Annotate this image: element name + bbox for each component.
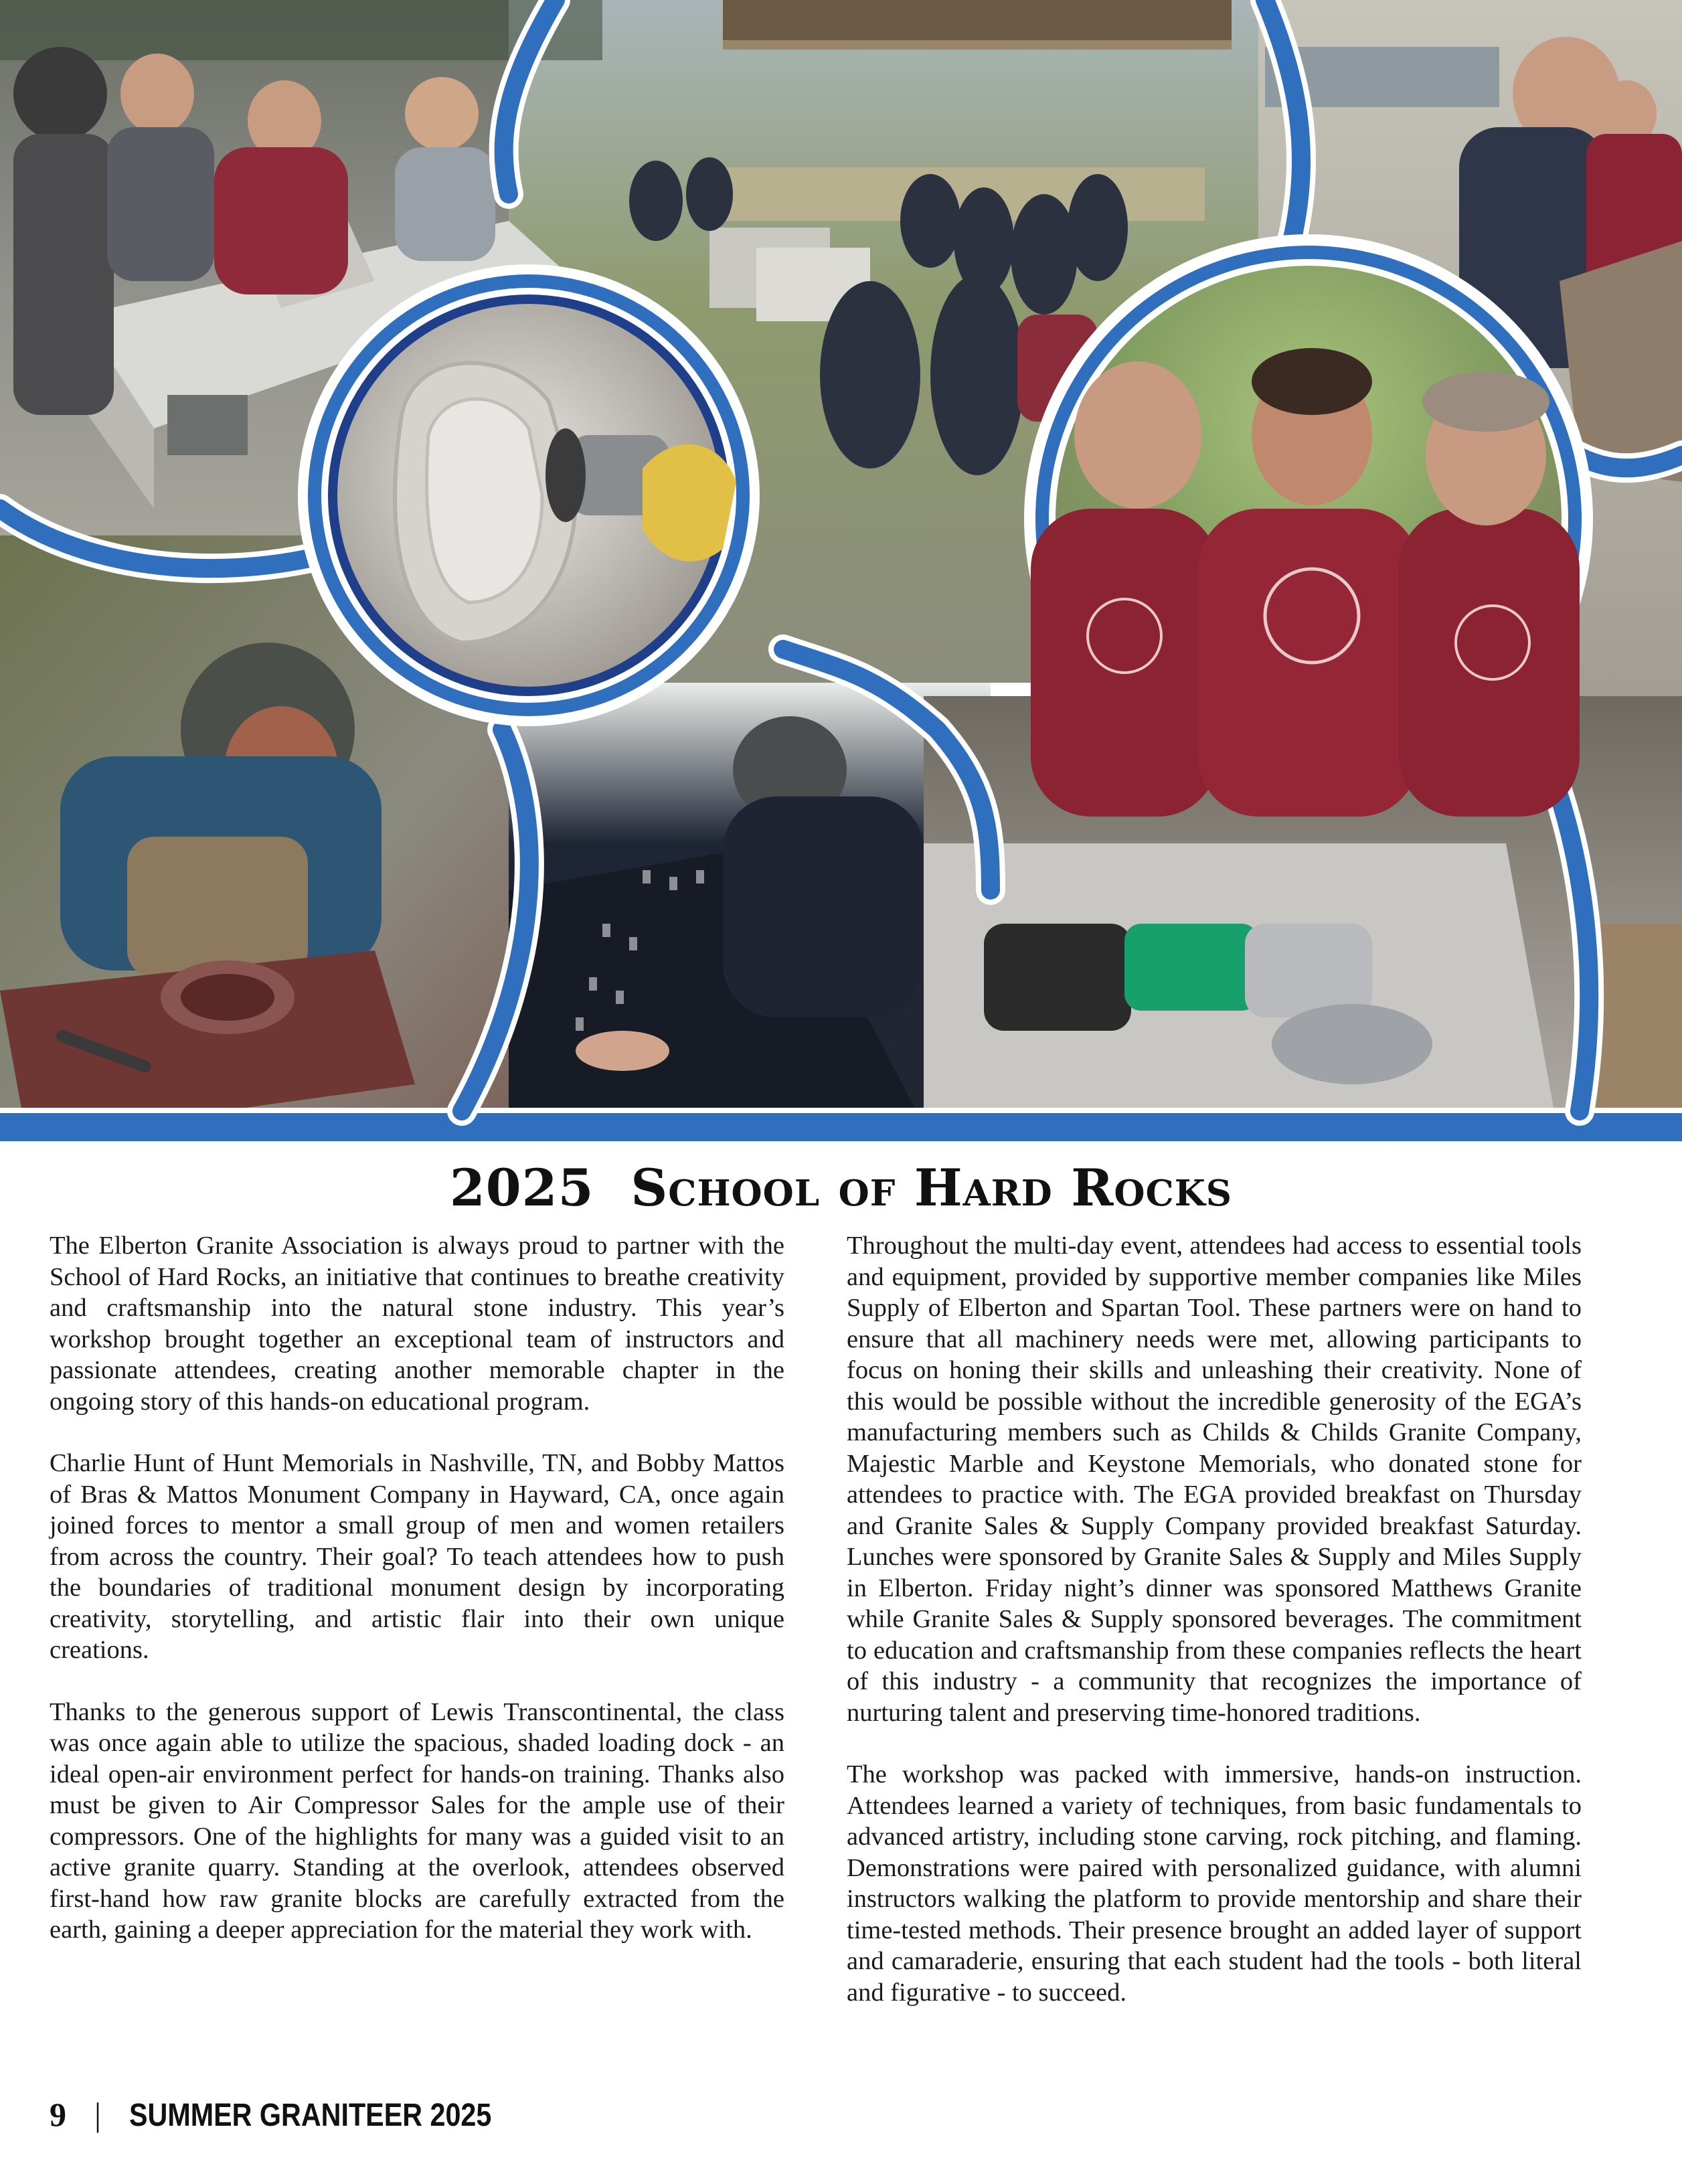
title-year: 2025 xyxy=(449,1158,594,1217)
paragraph: The workshop was packed with immersive, hands-on instruction. Attendees learned a variety of techniques, from basic fundamentals to advanced artistry, including stone carving, rock pitching, and flaming. Demonstrations were paired with personalized guidance, with alumni instructors walking the platform to provide mentorship and share their time-tested methods. Their presence brought an added layer of support and camaraderie, ensuring that each student had the tools - both literal and figurative - to succeed. xyxy=(847,1760,1582,2007)
paragraph: The Elberton Granite Association is always proud to partner with the School of Hard Rocks, an initiative that continues to breathe creativity and craftsmanship into the natural stone industry. This year’s workshop brought together an exceptional team of instructors and passionate attendees, creating another memorable chapter in the ongoing story of this hands-on educational program. xyxy=(50,1232,784,1416)
grinder-shaping-stone-photo xyxy=(298,264,760,726)
paragraph: Throughout the multi-day event, attendees had access to essential tools and equipment, provided by supportive member companies like Miles Supply of Elberton and Spartan Tool. These partners were on hand to ensure that all machinery needs were met, allowing participants to focus on honing their skills and unleashing their creativity. None of this would be possible without the incredible generosity of the EGA’s manufacturing members such as Childs & Childs Granite Company, Majestic Marble and Keystone Memorials, who donated stone for attendees to practice with. The EGA provided breakfast on Thursday and Granite Sales & Supply Company provided breakfast Saturday. Lunches were sponsored by Granite Sales & Supply and Miles Supply in Elberton. Friday night’s dinner was sponsored Matthews Granite while Granite Sales & Supply sponsored beverages. The commitment to education and craftsmanship from these companies reflects the heart of this industry - a community that recognizes the importance of nurturing talent and preserving time-honored traditions. xyxy=(847,1232,1582,1727)
footer-separator: | xyxy=(94,2096,102,2133)
publication-name: SUMMER GRANITEER 2025 xyxy=(129,2098,492,2133)
title-text: School of Hard Rocks xyxy=(630,1158,1233,1217)
three-men-hard-rocks-shirts-photo xyxy=(1024,234,1593,817)
article-column-left xyxy=(50,1230,784,1977)
page-footer xyxy=(50,2095,550,2134)
page-number: 9 xyxy=(50,2096,66,2133)
paragraph: Charlie Hunt of Hunt Memorials in Nashville, TN, and Bobby Mattos of Bras & Mattos Monument Company in Hayward, CA, once again joined forces to mentor a small group of men and women retailers from across the country. Their goal? To teach attendees how to push the boundaries of traditional monument design by incorporating creativity, storytelling, and artistic flair into their own unique creations. xyxy=(50,1449,784,1664)
paragraph: Thanks to the generous support of Lewis Transcontinental, the class was once again able to utilize the spacious, shaded loading dock - an ideal open-air environment perfect for hands-on training. Thanks also must be given to Air Compressor Sales for the ample use of their compressors. One of the highlights for many was a guided visit to an active granite quarry. Standing at the overlook, attendees observed first-hand how raw granite blocks are carefully extracted from the earth, gaining a deeper appreciation for the material they work with. xyxy=(50,1697,784,1944)
article-title xyxy=(0,1158,1682,1217)
article-column-right xyxy=(847,1230,1582,2039)
